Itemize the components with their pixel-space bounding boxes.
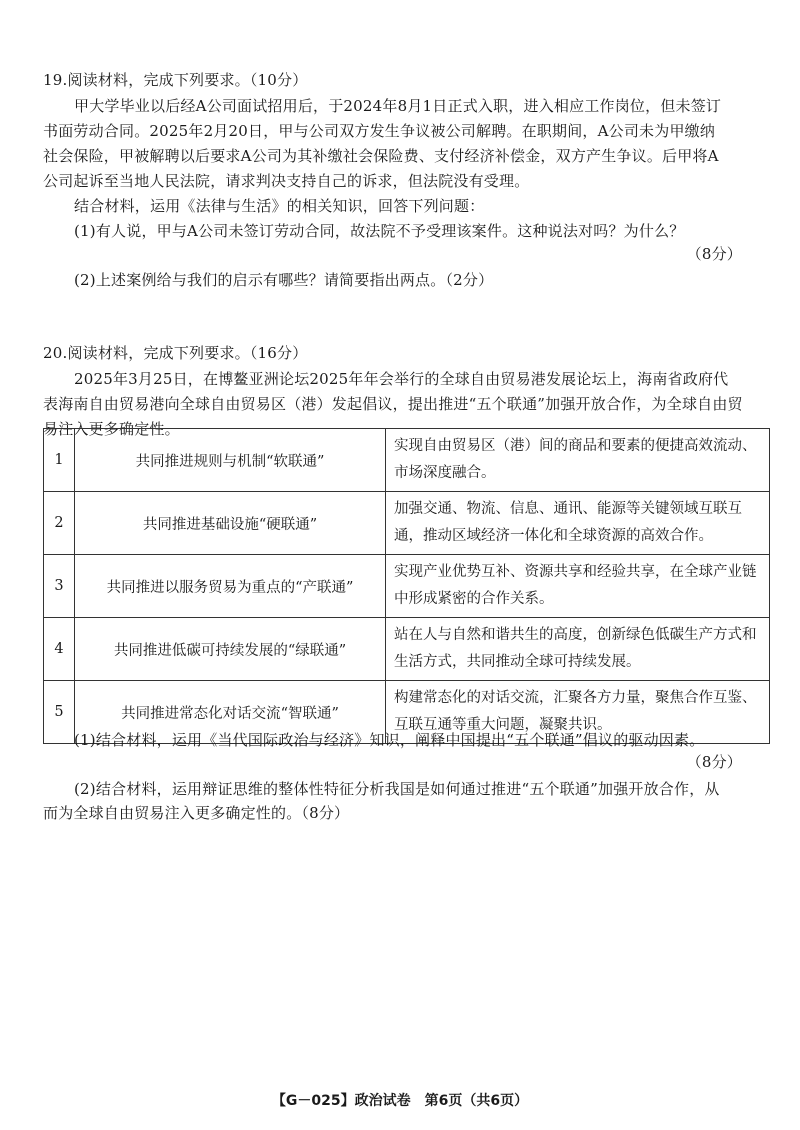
row-title: 共同推进以服务贸易为重点的“产联通” — [75, 555, 386, 618]
row-number: 5 — [44, 681, 75, 744]
q20-material-line-3: 易注入更多确定性。 — [43, 420, 180, 438]
q20-sub-question-1-score: （8分） — [686, 753, 742, 771]
q19-material-line-4: 公司起诉至当地人民法院，请求判决支持自己的诉求，但法院没有受理。 — [43, 172, 530, 190]
q19-sub-question-1-score: （8分） — [686, 245, 742, 263]
row-title: 共同推进基础设施“硬联通” — [75, 492, 386, 555]
q20-material-line-2: 表海南自由贸易港向全球自由贸易区（港）发起倡议，提出推进“五个联通”加强开放合作，为全球自由贸 — [43, 395, 743, 413]
row-description: 站在人与自然和谐共生的高度，创新绿色低碳生产方式和生活方式，共同推动全球可持续发展。 — [386, 618, 770, 681]
five-links-table — [43, 428, 770, 744]
row-number: 3 — [44, 555, 75, 618]
table-row — [44, 555, 770, 618]
q19-sub-question-2: (2)上述案例给与我们的启示有哪些？请简要指出两点。（2分） — [74, 271, 494, 289]
row-description: 实现产业优势互补、资源共享和经验共享，在全球产业链中形成紧密的合作关系。 — [386, 555, 770, 618]
table-row — [44, 429, 770, 492]
q20-heading: 20.阅读材料，完成下列要求。（16分） — [43, 344, 308, 362]
row-number: 1 — [44, 429, 75, 492]
q19-material-line-1: 甲大学毕业以后经A公司面试招用后，于2024年8月1日正式入职，进入相应工作岗位，但未签订 — [74, 97, 722, 115]
q19-sub-question-1: (1)有人说，甲与A公司未签订劳动合同，故法院不予受理该案件。这种说法对吗？为什么？ — [74, 222, 685, 240]
row-number: 2 — [44, 492, 75, 555]
q19-heading: 19.阅读材料，完成下列要求。（10分） — [43, 71, 308, 89]
row-title: 共同推进低碳可持续发展的“绿联通” — [75, 618, 386, 681]
table-row — [44, 492, 770, 555]
table-row — [44, 618, 770, 681]
row-title: 共同推进常态化对话交流“智联通” — [75, 681, 386, 744]
q19-instruction: 结合材料，运用《法律与生活》的相关知识，回答下列问题： — [74, 197, 485, 215]
q20-sub-question-2-line-1: (2)结合材料，运用辩证思维的整体性特征分析我国是如何通过推进“五个联通”加强开放合作，从 — [74, 780, 720, 798]
q20-sub-question-1: (1)结合材料，运用《当代国际政治与经济》知识，阐释中国提出“五个联通”倡议的驱动因素。 — [74, 731, 705, 749]
q19-material-line-2: 书面劳动合同。2025年2月20日，甲与公司双方发生争议被公司解聘。在职期间，A公司未为甲缴纳 — [43, 122, 716, 140]
row-title: 共同推进规则与机制“软联通” — [75, 429, 386, 492]
row-description: 实现自由贸易区（港）间的商品和要素的便捷高效流动、市场深度融合。 — [386, 429, 770, 492]
q20-sub-question-2-line-2: 而为全球自由贸易注入更多确定性的。（8分） — [43, 804, 350, 822]
page-footer: 【G－025】政治试卷 第6页（共6页） — [271, 1093, 529, 1109]
q19-material-line-3: 社会保险，甲被解聘以后要求A公司为其补缴社会保险费、支付经济补偿金，双方产生争议。后甲将A — [43, 147, 719, 165]
row-description: 加强交通、物流、信息、通讯、能源等关键领域互联互通，推动区域经济一体化和全球资源的高效合作。 — [386, 492, 770, 555]
row-description: 构建常态化的对话交流，汇聚各方力量，聚焦合作互鉴、互联互通等重大问题，凝聚共识。 — [386, 681, 770, 744]
q20-material-line-1: 2025年3月25日，在博鳌亚洲论坛2025年年会举行的全球自由贸易港发展论坛上，海南省政府代 — [74, 370, 729, 388]
row-number: 4 — [44, 618, 75, 681]
